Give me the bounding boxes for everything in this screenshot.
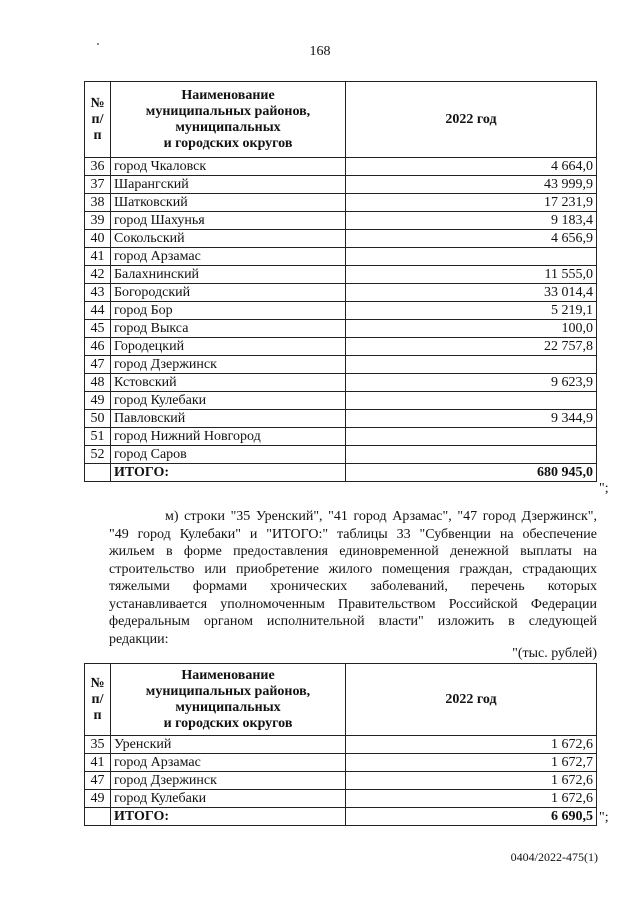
row-number: 49 (85, 790, 111, 808)
total-empty-cell (85, 464, 111, 482)
row-value: 100,0 (346, 320, 597, 338)
document-code: 0404/2022-475(1) (510, 850, 598, 864)
header-name-line: и городских округов (163, 715, 293, 731)
row-value: 4 656,9 (346, 230, 597, 248)
table-row (85, 158, 597, 176)
header-number (85, 82, 111, 158)
header-name-line: муниципальных (175, 119, 281, 135)
table-body (85, 158, 597, 482)
closing-quote: "; (599, 481, 609, 496)
total-row (85, 464, 597, 482)
page-number: 168 (309, 44, 331, 59)
units-note: "(тыс. рублей) (512, 646, 597, 661)
table-row (85, 790, 597, 808)
row-number: 39 (85, 212, 111, 230)
table-row (85, 302, 597, 320)
row-name: город Дзержинск (111, 772, 346, 790)
row-number: 45 (85, 320, 111, 338)
row-value (346, 392, 597, 410)
table-row (85, 356, 597, 374)
row-name: Кстовский (111, 374, 346, 392)
table-row (85, 320, 597, 338)
row-name: город Арзамас (111, 248, 346, 266)
row-number: 36 (85, 158, 111, 176)
row-value: 1 672,6 (346, 736, 597, 754)
total-label: ИТОГО: (111, 464, 346, 482)
header-year-label: 2022 год (445, 691, 497, 707)
row-number: 42 (85, 266, 111, 284)
row-number: 47 (85, 772, 111, 790)
header-name-line: муниципальных районов, (145, 103, 311, 119)
row-name: город Бор (111, 302, 346, 320)
row-value: 17 231,9 (346, 194, 597, 212)
row-name: Уренский (111, 736, 346, 754)
row-value: 33 014,4 (346, 284, 597, 302)
row-number: 38 (85, 194, 111, 212)
total-label: ИТОГО: (111, 808, 346, 826)
row-value: 9 183,4 (346, 212, 597, 230)
table-header-row (85, 664, 597, 736)
row-number: 49 (85, 392, 111, 410)
table-row (85, 772, 597, 790)
row-number: 47 (85, 356, 111, 374)
table-row (85, 248, 597, 266)
row-value (346, 446, 597, 464)
row-number: 43 (85, 284, 111, 302)
row-name: город Кулебаки (111, 392, 346, 410)
header-number-label: № п/п (90, 675, 105, 723)
row-value: 43 999,9 (346, 176, 597, 194)
row-value: 4 664,0 (346, 158, 597, 176)
subsidy-table-main (84, 81, 597, 482)
row-number: 46 (85, 338, 111, 356)
row-number: 41 (85, 248, 111, 266)
table-row (85, 754, 597, 772)
table-header-row (85, 82, 597, 158)
table-row (85, 176, 597, 194)
table-row (85, 392, 597, 410)
total-row (85, 808, 597, 826)
row-value: 11 555,0 (346, 266, 597, 284)
row-name: Павловский (111, 410, 346, 428)
row-value: 5 219,1 (346, 302, 597, 320)
table-row (85, 410, 597, 428)
row-name: Сокольский (111, 230, 346, 248)
header-name (111, 82, 346, 158)
table-row (85, 194, 597, 212)
row-number: 40 (85, 230, 111, 248)
table-row (85, 374, 597, 392)
row-value (346, 428, 597, 446)
header-year (346, 664, 597, 736)
row-value: 9 623,9 (346, 374, 597, 392)
row-name: город Нижний Новгород (111, 428, 346, 446)
table-row (85, 230, 597, 248)
row-number: 41 (85, 754, 111, 772)
row-name: Шатковский (111, 194, 346, 212)
table-row (85, 428, 597, 446)
row-number: 48 (85, 374, 111, 392)
total-value: 680 945,0 (346, 464, 597, 482)
header-year-label: 2022 год (445, 111, 497, 127)
table-row (85, 284, 597, 302)
header-name-line: муниципальных районов, (145, 683, 311, 699)
header-year (346, 82, 597, 158)
row-value (346, 356, 597, 374)
row-number: 37 (85, 176, 111, 194)
row-number: 51 (85, 428, 111, 446)
subsidy-table-amended (84, 663, 597, 826)
row-name: город Шахунья (111, 212, 346, 230)
closing-quote: "; (599, 810, 609, 825)
row-name: Шарангский (111, 176, 346, 194)
row-number: 50 (85, 410, 111, 428)
row-number: 35 (85, 736, 111, 754)
table-row (85, 212, 597, 230)
row-name: Городецкий (111, 338, 346, 356)
row-name: город Дзержинск (111, 356, 346, 374)
row-name: город Арзамас (111, 754, 346, 772)
row-number: 52 (85, 446, 111, 464)
total-empty-cell (85, 808, 111, 826)
row-value (346, 248, 597, 266)
amendment-paragraph: м) строки "35 Уренский", "41 город Арзамас", "47 город Дзержинск", "49 город Кулебаки" и "ИТОГО:" таблицы 33 "Субвенции на обеспечение жильем в форме предоставления единовременной денежной выплаты на строительство или приобретение жилого помещения граждан, страдающих тяжелыми формами хронических заболеваний, перечень которых устанавливается уполномоченным Правительством Российской Федерации федеральным органом исполнительной власти" изложить в следующей редакции: (109, 509, 597, 647)
row-number: 44 (85, 302, 111, 320)
row-value: 1 672,6 (346, 772, 597, 790)
header-name-line: Наименование (181, 667, 275, 683)
header-name (111, 664, 346, 736)
total-value: 6 690,5 (346, 808, 597, 826)
row-value: 1 672,7 (346, 754, 597, 772)
table-row (85, 266, 597, 284)
row-name: город Выкса (111, 320, 346, 338)
row-name: Богородский (111, 284, 346, 302)
table-row (85, 736, 597, 754)
row-name: Балахнинский (111, 266, 346, 284)
header-name-line: Наименование (181, 87, 275, 103)
header-name-line: и городских округов (163, 135, 293, 151)
header-name-line: муниципальных (175, 699, 281, 715)
table-body (85, 736, 597, 826)
row-value: 1 672,6 (346, 790, 597, 808)
row-value: 9 344,9 (346, 410, 597, 428)
header-number (85, 664, 111, 736)
row-name: город Кулебаки (111, 790, 346, 808)
row-name: город Саров (111, 446, 346, 464)
table-row (85, 446, 597, 464)
row-value: 22 757,8 (346, 338, 597, 356)
row-name: город Чкаловск (111, 158, 346, 176)
header-number-label: № п/п (90, 95, 105, 143)
table-row (85, 338, 597, 356)
